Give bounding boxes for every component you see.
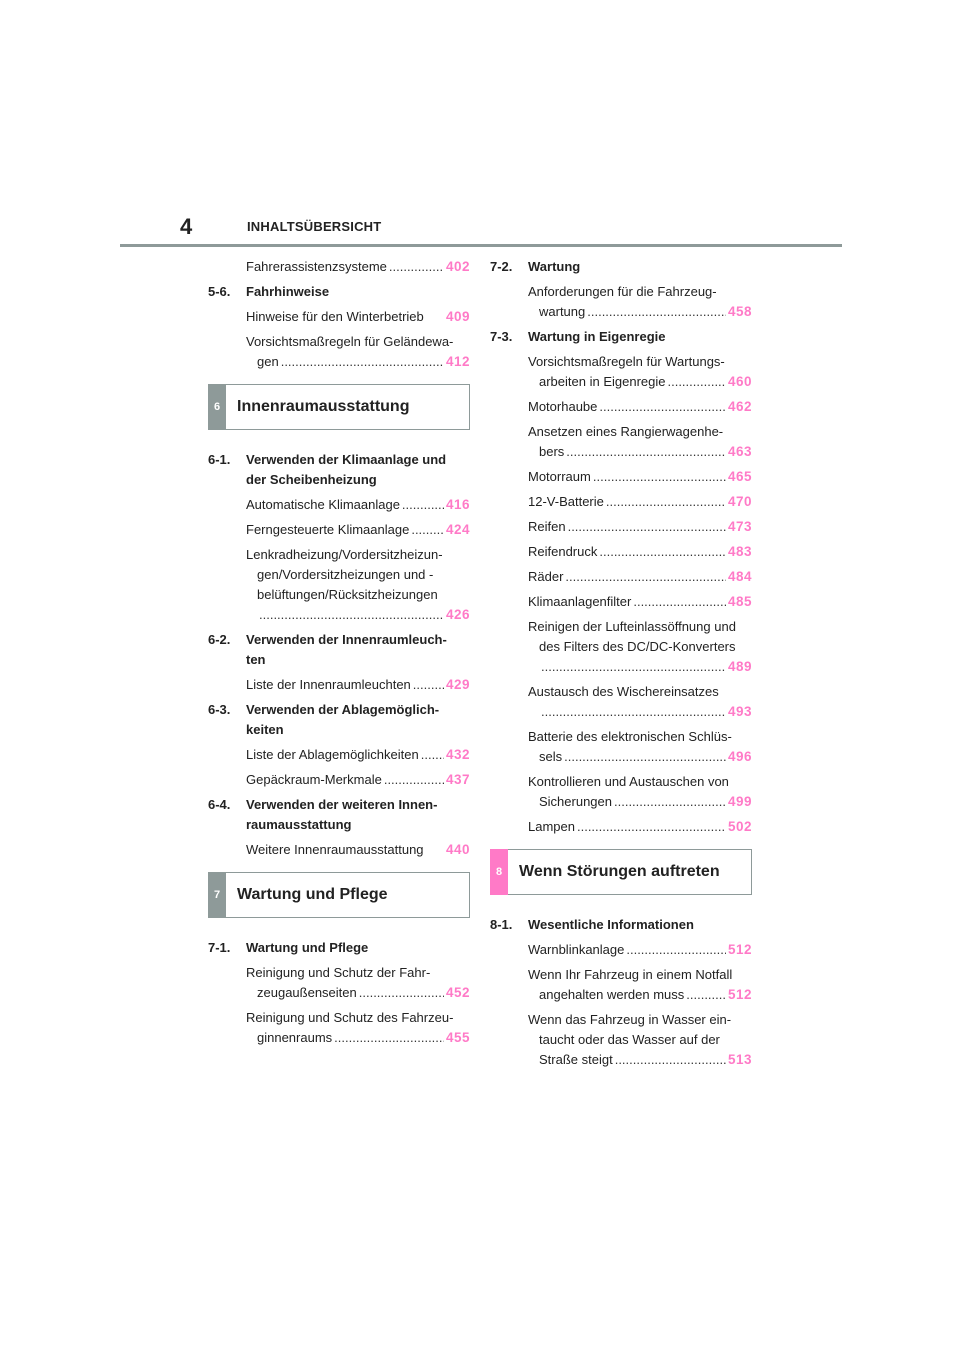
- page-reference-link[interactable]: 432: [445, 747, 470, 762]
- dot-leader: [633, 592, 726, 612]
- dot-leader: [615, 1050, 726, 1070]
- dot-leader: [587, 302, 726, 322]
- entry-last-line: [528, 592, 752, 612]
- entry-last-line: [246, 770, 470, 790]
- page-reference-link[interactable]: 455: [445, 1030, 470, 1045]
- toc-entry[interactable]: [490, 617, 752, 677]
- dot-leader: [568, 517, 726, 537]
- section-number: 6-2.: [208, 632, 231, 647]
- page-reference-link[interactable]: 489: [727, 659, 752, 674]
- entry-title-line: Liste der Ablagemöglichkeiten: [246, 747, 419, 762]
- dot-leader: [541, 702, 726, 722]
- entry-title-line: wartung: [539, 304, 586, 319]
- entry-title-line: Wenn das Fahrzeug in Wasser ein-: [528, 1012, 732, 1027]
- toc-entry[interactable]: [490, 467, 752, 487]
- dot-leader: [686, 985, 726, 1005]
- page-reference-link[interactable]: 463: [727, 444, 752, 459]
- page-reference-link[interactable]: 485: [727, 594, 752, 609]
- chapter-heading-box[interactable]: [208, 384, 470, 430]
- entry-title-line: Vorsichtsmaßregeln für Geländewa-: [246, 334, 454, 349]
- page-reference-link[interactable]: 402: [445, 259, 470, 274]
- dot-leader: [259, 605, 444, 625]
- section-number: 6-1.: [208, 452, 231, 467]
- entry-last-line: [246, 495, 470, 515]
- page-reference-link[interactable]: 426: [445, 607, 470, 622]
- toc-column-right: [490, 252, 752, 1070]
- toc-section-heading: [490, 257, 752, 277]
- dot-leader: [593, 467, 726, 487]
- entry-last-line: [528, 567, 752, 587]
- section-title-line: Wesentliche Informationen: [528, 917, 694, 932]
- entry-last-line: [246, 352, 470, 372]
- entry-title-line: ginnenraums: [257, 1030, 333, 1045]
- entry-title-line: zeugaußenseiten: [257, 985, 357, 1000]
- page-reference-link[interactable]: 429: [445, 677, 470, 692]
- section-title-line: Verwenden der Ablagemöglich-: [246, 702, 440, 717]
- page-reference-link[interactable]: 473: [727, 519, 752, 534]
- entry-last-line: [246, 840, 470, 860]
- page-reference-link[interactable]: 483: [727, 544, 752, 559]
- dot-leader: [411, 520, 444, 540]
- entry-title-line: sels: [539, 749, 563, 764]
- entry-title-line: 12-V-Batterie: [528, 494, 604, 509]
- entry-title-line: belüftungen/Rücksitzheizungen: [257, 587, 438, 602]
- entry-title-line: Motorhaube: [528, 399, 598, 414]
- entry-title-line: Batterie des elektronischen Schlüs-: [528, 729, 732, 744]
- page-reference-link[interactable]: 513: [727, 1052, 752, 1067]
- entry-title-line: Automatische Klimaanlage: [246, 497, 400, 512]
- entry-last-line: [528, 747, 752, 767]
- entry-title-line: Gepäckraum-Merkmale: [246, 772, 382, 787]
- toc-entry[interactable]: [208, 840, 470, 860]
- toc-entry[interactable]: [490, 517, 752, 537]
- toc-entry[interactable]: [490, 940, 752, 960]
- entry-title-line: Sicherungen: [539, 794, 612, 809]
- section-title-line: Verwenden der Klimaanlage und: [246, 452, 447, 467]
- entry-title-line: Ansetzen eines Rangierwagenhe-: [528, 424, 724, 439]
- toc-entry[interactable]: [208, 745, 470, 765]
- dot-leader: [564, 747, 726, 767]
- page-reference-link[interactable]: 493: [727, 704, 752, 719]
- entry-title-line: angehalten werden muss: [539, 987, 685, 1002]
- entry-last-line: [246, 307, 470, 327]
- toc-section-heading: [208, 282, 470, 302]
- entry-last-line: [528, 397, 752, 417]
- page-reference-link[interactable]: 470: [727, 494, 752, 509]
- dot-leader: [667, 372, 725, 392]
- entry-last-line: [528, 442, 752, 462]
- entry-title-line: Anforderungen für die Fahrzeug-: [528, 284, 717, 299]
- toc-entry[interactable]: [490, 817, 752, 837]
- toc-entry[interactable]: [208, 332, 470, 372]
- dot-leader: [413, 675, 444, 695]
- entry-title-line: Straße steigt: [539, 1052, 613, 1067]
- toc-column-left: [208, 252, 470, 1048]
- page-reference-link[interactable]: 512: [727, 987, 752, 1002]
- section-title-line: Fahrhinweise: [246, 284, 330, 299]
- section-number: 7-3.: [490, 329, 513, 344]
- dot-leader: [389, 257, 444, 277]
- toc-section-heading: [208, 630, 470, 670]
- entry-last-line: [246, 745, 470, 765]
- page-number: 4: [180, 214, 193, 239]
- entry-last-line: [528, 492, 752, 512]
- toc-entry[interactable]: [490, 542, 752, 562]
- section-title-line: Verwenden der weiteren Innen-: [246, 797, 438, 812]
- section-title-line: keiten: [246, 722, 284, 737]
- entry-title-line: Austausch des Wischereinsatzes: [528, 684, 719, 699]
- entry-title-line: taucht oder das Wasser auf der: [539, 1032, 720, 1047]
- section-number: 7-1.: [208, 940, 231, 955]
- entry-title-line: Reinigung und Schutz des Fahrzeu-: [246, 1010, 454, 1025]
- entry-title-line: Vorsichtsmaßregeln für Wartungs-: [528, 354, 725, 369]
- page-reference-link[interactable]: 465: [727, 469, 752, 484]
- page-reference-link[interactable]: 496: [727, 749, 752, 764]
- section-title-line: Wartung: [528, 259, 581, 274]
- entry-last-line: [528, 940, 752, 960]
- chapter-heading-box[interactable]: [490, 849, 752, 895]
- dot-leader: [606, 492, 726, 512]
- entry-last-line: [528, 542, 752, 562]
- page-reference-link[interactable]: 416: [445, 497, 470, 512]
- page-reference-link[interactable]: 499: [727, 794, 752, 809]
- entry-title-line: arbeiten in Eigenregie: [539, 374, 666, 389]
- page-reference-link[interactable]: 409: [445, 309, 470, 324]
- entry-title-line: Ferngesteuerte Klimaanlage: [246, 522, 410, 537]
- dot-leader: [541, 657, 726, 677]
- toc-entry[interactable]: [490, 772, 752, 812]
- page-header: INHALTSÜBERSICHT: [247, 219, 382, 234]
- page-reference-link[interactable]: 484: [727, 569, 752, 584]
- page-reference-link[interactable]: 424: [445, 522, 470, 537]
- chapter-title: Innenraumausstattung: [237, 398, 410, 415]
- toc-entry[interactable]: [490, 422, 752, 462]
- dot-leader: [281, 352, 444, 372]
- toc-entry[interactable]: [208, 495, 470, 515]
- toc-entry[interactable]: [490, 592, 752, 612]
- entry-title-line: Räder: [528, 569, 564, 584]
- toc-section-heading: [208, 450, 470, 490]
- entry-last-line: [528, 302, 752, 322]
- toc-entry[interactable]: [208, 257, 470, 277]
- toc-section-heading: [208, 700, 470, 740]
- entry-last-line: [528, 702, 752, 722]
- entry-last-line: [528, 372, 752, 392]
- toc-entry[interactable]: [208, 520, 470, 540]
- entry-title-line: Klimaanlagenfilter: [528, 594, 632, 609]
- section-number: 8-1.: [490, 917, 513, 932]
- dot-leader: [359, 983, 444, 1003]
- entry-title-line: gen/Vordersitzheizungen und -: [257, 567, 434, 582]
- toc-section-heading: [208, 938, 470, 958]
- toc-entry[interactable]: [490, 965, 752, 1005]
- section-title-line: Wartung in Eigenregie: [528, 329, 666, 344]
- entry-title-line: gen: [257, 354, 279, 369]
- entry-title-line: Reifendruck: [528, 544, 598, 559]
- dot-leader: [626, 940, 726, 960]
- toc-entry[interactable]: [208, 770, 470, 790]
- toc-entry[interactable]: [208, 1008, 470, 1048]
- chapter-title: Wartung und Pflege: [237, 886, 388, 903]
- entry-title-line: Warnblinkanlage: [528, 942, 625, 957]
- entry-last-line: [246, 983, 470, 1003]
- entry-title-line: Liste der Innenraumleuchten: [246, 677, 411, 692]
- toc-entry[interactable]: [490, 492, 752, 512]
- section-title-line: ten: [246, 652, 266, 667]
- page-reference-link[interactable]: 502: [727, 819, 752, 834]
- dot-leader: [421, 745, 444, 765]
- entry-title-line: Reifen: [528, 519, 566, 534]
- toc-section-heading: [208, 795, 470, 835]
- section-number: 6-3.: [208, 702, 231, 717]
- dot-leader: [614, 792, 726, 812]
- entry-last-line: [246, 675, 470, 695]
- toc-entry[interactable]: [490, 727, 752, 767]
- entry-title-line: Lenkradheizung/Vordersitzheizun-: [246, 547, 443, 562]
- chapter-number-tab: 6: [208, 384, 226, 430]
- section-title-line: der Scheibenheizung: [246, 472, 377, 487]
- toc-entry[interactable]: [208, 545, 470, 625]
- chapter-heading-box[interactable]: [208, 872, 470, 918]
- chapter-title: Wenn Störungen auftreten: [519, 863, 720, 880]
- entry-last-line: [528, 1050, 752, 1070]
- toc-section-heading: [490, 915, 752, 935]
- toc-entry[interactable]: [490, 282, 752, 322]
- toc-entry[interactable]: [490, 567, 752, 587]
- toc-entry[interactable]: [490, 1010, 752, 1070]
- entry-last-line: [246, 257, 470, 277]
- entry-title-line: bers: [539, 444, 565, 459]
- entry-title-line: Fahrerassistenzsysteme: [246, 259, 387, 274]
- section-number: 6-4.: [208, 797, 231, 812]
- entry-last-line: [246, 605, 470, 625]
- dot-leader: [384, 770, 444, 790]
- dot-leader: [566, 442, 726, 462]
- page-reference-link[interactable]: 458: [727, 304, 752, 319]
- chapter-number-tab: 8: [490, 849, 508, 895]
- entry-last-line: [528, 817, 752, 837]
- entry-title-line: Reinigung und Schutz der Fahr-: [246, 965, 431, 980]
- section-number: 5-6.: [208, 284, 231, 299]
- dot-leader: [577, 817, 726, 837]
- entry-title-line: Kontrollieren und Austauschen von: [528, 774, 729, 789]
- dot-leader: [402, 495, 444, 515]
- dot-leader: [599, 397, 726, 417]
- page-reference-link[interactable]: 440: [445, 842, 470, 857]
- page-reference-link[interactable]: 452: [445, 985, 470, 1000]
- entry-last-line: [528, 467, 752, 487]
- entry-last-line: [528, 792, 752, 812]
- page-reference-link[interactable]: 460: [727, 374, 752, 389]
- entry-last-line: [528, 517, 752, 537]
- entry-last-line: [528, 985, 752, 1005]
- entry-title-line: Lampen: [528, 819, 575, 834]
- entry-title-line: Weitere Innenraumausstattung: [246, 842, 424, 857]
- page-reference-link[interactable]: 512: [727, 942, 752, 957]
- toc-entry[interactable]: [208, 675, 470, 695]
- toc-section-heading: [490, 327, 752, 347]
- entry-last-line: [246, 1028, 470, 1048]
- section-title-line: Wartung und Pflege: [246, 940, 369, 955]
- dot-leader: [565, 567, 726, 587]
- toc-entry[interactable]: [208, 963, 470, 1003]
- chapter-number-tab: 7: [208, 872, 226, 918]
- entry-title-line: Wenn Ihr Fahrzeug in einem Notfall: [528, 967, 733, 982]
- entry-last-line: [528, 657, 752, 677]
- entry-title-line: Motorraum: [528, 469, 591, 484]
- entry-title-line: des Filters des DC/DC-Konverters: [539, 639, 736, 654]
- entry-title-line: Reinigen der Lufteinlassöffnung und: [528, 619, 736, 634]
- header-rule: [120, 244, 842, 247]
- entry-last-line: [246, 520, 470, 540]
- toc-entry[interactable]: [208, 307, 470, 327]
- toc-entry[interactable]: [490, 682, 752, 722]
- toc-entry[interactable]: [490, 352, 752, 392]
- entry-title-line: Hinweise für den Winterbetrieb: [246, 309, 424, 324]
- page-reference-link[interactable]: 437: [445, 772, 470, 787]
- page-reference-link[interactable]: 412: [445, 354, 470, 369]
- page-reference-link[interactable]: 462: [727, 399, 752, 414]
- dot-leader: [599, 542, 726, 562]
- section-title-line: raumausstattung: [246, 817, 352, 832]
- section-title-line: Verwenden der Innenraumleuch-: [246, 632, 447, 647]
- toc-entry[interactable]: [490, 397, 752, 417]
- section-number: 7-2.: [490, 259, 513, 274]
- dot-leader: [334, 1028, 444, 1048]
